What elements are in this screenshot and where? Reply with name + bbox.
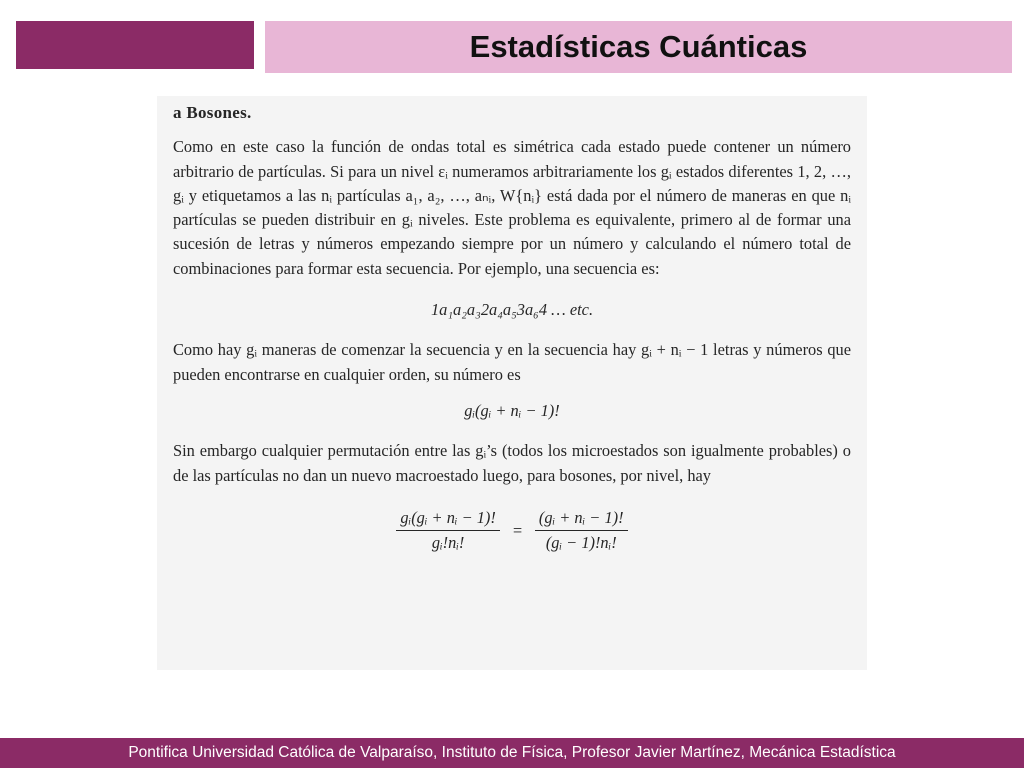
equation-sequence: 1a₁a₂a₃2a₄a₅3a₆4 … etc. — [430, 300, 594, 320]
footer-text: Pontifica Universidad Católica de Valparaíso, Instituto de Física, Profesor Javier Martínez, Mecánica Estadística — [128, 744, 896, 761]
fraction-left-numerator: gᵢ(gᵢ + nᵢ − 1)! — [396, 506, 499, 531]
accent-block — [16, 21, 254, 69]
fraction-right-numerator: (gᵢ + nᵢ − 1)! — [535, 506, 628, 531]
title-bar — [265, 21, 1012, 73]
fraction-right — [535, 506, 628, 556]
section-heading: a Bosones. — [173, 103, 252, 122]
fraction-left — [396, 506, 499, 556]
paragraph-2: Como hay gᵢ maneras de comenzar la secuencia y en la secuencia hay gᵢ + nᵢ − 1 letras y números que pueden encontrarse en cualquier orden, su número es — [173, 340, 851, 384]
footer-bar — [0, 738, 1024, 768]
fraction-left-denominator: gᵢ!nᵢ! — [431, 533, 465, 553]
scanned-text-image — [157, 96, 867, 670]
paragraph-1: Como en este caso la función de ondas total es simétrica cada estado puede contener un número arbitrario de partículas. Si para un nivel εᵢ numeramos arbitrariamente los gᵢ estados diferentes 1, 2, …, gᵢ y etiquetamos a las nᵢ partículas a₁, a₂, …, aₙᵢ, W{nᵢ} está dada por el número de maneras en que nᵢ partículas se pueden distribuir en gᵢ niveles. Este problema es equivalente, primero al de formar una sucesión de letras y números empezando siempre por un número y calculando el número total de combinaciones para formar esta secuencia. Por ejemplo, una secuencia es: — [173, 137, 851, 278]
fraction-right-denominator: (gᵢ − 1)!nᵢ! — [545, 533, 617, 553]
equation-fraction — [173, 506, 851, 556]
equals-sign: = — [511, 520, 523, 540]
paragraph-3: Sin embargo cualquier permutación entre las gᵢ’s (todos los microestados son igualmente probables) o de las partículas no dan un nuevo macroestado luego, para bosones, por nivel, hay — [173, 441, 851, 485]
slide-title: Estadísticas Cuánticas — [469, 29, 808, 64]
equation-count: gᵢ(gᵢ + nᵢ − 1)! — [464, 400, 560, 420]
